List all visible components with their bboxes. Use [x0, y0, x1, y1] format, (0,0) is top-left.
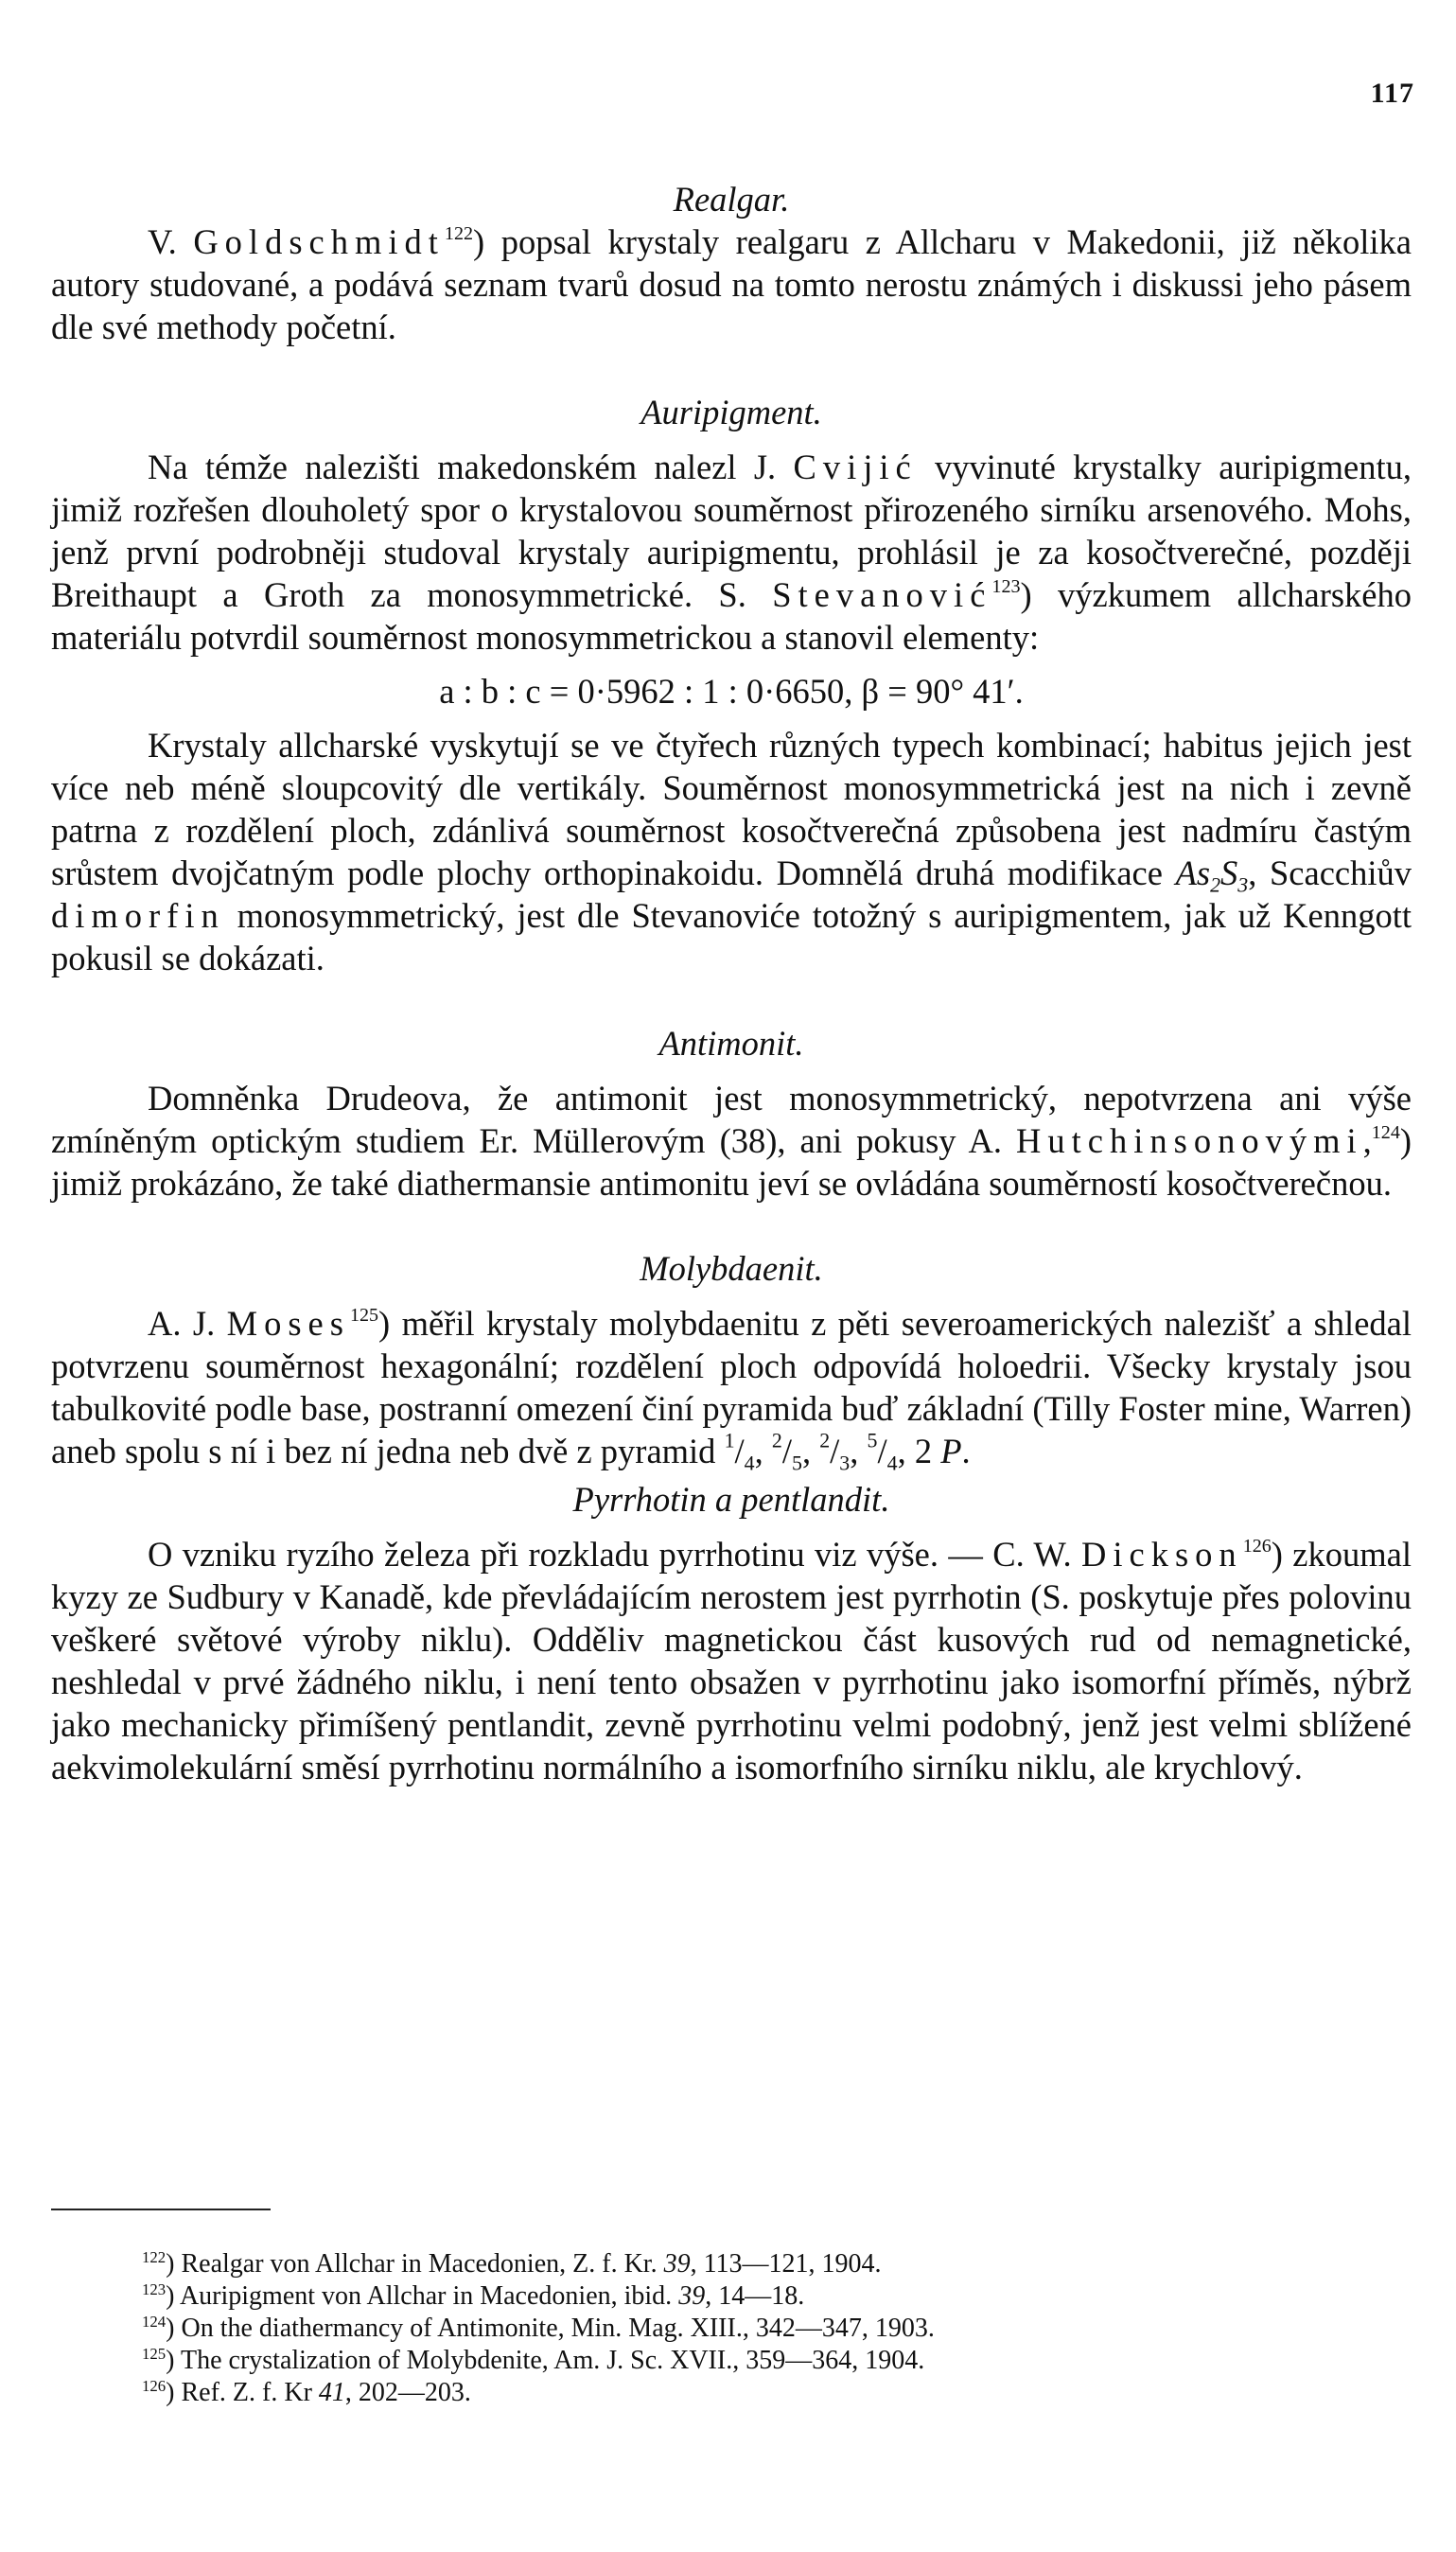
paragraph-realgar: V. Goldschmidt$^{122}$) popsal krystaly realgaru z Allcharu v Makedonii, již několika autory studované, a podává seznam tvarů dosud na tomto nerostu známých i diskussi jeho pásem dle své methody početní.	[51, 222, 1412, 346]
footnote-ref: 122	[444, 222, 473, 244]
paragraph-auripigment-1: Na témže nalezišti makedonském nalezl J. Cvijić vyvinuté krystalky auripigmentu, jimiž rozřešen dlouholetý spor o krystalovou souměrnost přirozeného sirníku arsenového. Mohs, jenž první podrobněji studoval krystaly auripigmentu, prohlásil je za kosočtverečné, později Breithaupt a Groth za monosymmetrické. S. Stevanović$^{123}$) výzkumem allcharského materiálu potvrdil souměrnost monosymmetrickou a stanovil elementy:	[51, 448, 1412, 657]
page-body	[51, 178, 1412, 1788]
footnote-ref: 124	[1371, 1121, 1400, 1143]
footnote: $^{126}$) Ref. Z. f. Kr 41, 202—203.	[142, 2376, 471, 2407]
chemical-formula: $As_2S_3$	[1175, 854, 1249, 897]
footnote-ref: 123	[991, 575, 1021, 597]
footnote: $^{124}$) On the diathermancy of Antimonite, Min. Mag. XIII., 342—347, 1903.	[142, 2312, 935, 2343]
heading-auripigment: Auripigment.	[640, 393, 822, 431]
footnote: $^{123}$) Auripigment von Allchar in Macedonien, ibid. 39, 14—18.	[142, 2279, 805, 2311]
footnote-ref: 126	[1242, 1535, 1272, 1557]
heading-molybdaenit: Molybdaenit.	[640, 1249, 823, 1288]
footnote-divider	[51, 2209, 271, 2210]
pyramid-fraction: $^5/_4$	[867, 1428, 898, 1475]
author-name: Hutchinsonovými	[1016, 1121, 1363, 1160]
footnotes	[142, 2248, 1372, 2409]
footnote-ref: 125	[349, 1304, 379, 1326]
paragraph-auripigment-2: Krystaly allcharské vyskytují se ve čtyřech různých typech kombinací; habitus jejich jest více neb méně sloupcovitý dle vertikály. Souměrnost monosymmetrická jest na nich i zevně patrna z rozdělení ploch, zdánlivá souměrnost kosočtverečná způsobena jest nadmíru častým srůstem dvojčatným podle plochy orthopinakoidu. Domnělá druhá modifikace $As_2S_3$, Scacchiův dimorfin monosymmetrický, jest dle Stevanoviće totožný s auripigmentem, jak už Kenngott pokusil se dokázati.	[51, 726, 1412, 977]
page-number: 117	[1370, 78, 1414, 109]
paragraph-pyrrhotin: O vzniku ryzího železa při rozkladu pyrrhotinu viz výše. — C. W. Dickson$^{126}$) zkoumal kyzy ze Sudbury v Kanadě, kde převládajícím nerostem jest pyrrhotin (S. poskytuje přes polovinu veškeré světové výroby niklu). Odděliv magnetickou část kusových rud od nemagnetické, neshledal v prvé žádného niklu, i není tento obsažen v pyrrhotinu jako isomorfní příměs, nýbrž jako mechanicky přimíšený pentlandit, zevně pyrrhotinu velmi podobný, jenž jest velmi sblížené aekvimolekulární směsí pyrrhotinu normálního a isomorfního sirníku niklu, ale krychlový.	[51, 1535, 1412, 1786]
pyramid-fraction: $^2/_3$	[819, 1428, 851, 1475]
author-name: Goldschmidt	[193, 222, 445, 261]
author-name: Moses	[226, 1304, 350, 1343]
author-name: Dickson	[1081, 1535, 1243, 1574]
heading-antimonit: Antimonit.	[658, 1024, 804, 1063]
pyramid-fraction: $^1/_4$	[724, 1428, 755, 1475]
crystal-elements-formula: a : b : c = 0·5962 : 1 : 0·6650, β = 90° 41′.	[439, 672, 1024, 711]
footnote: $^{125}$) The crystalization of Molybdenite, Am. J. Sc. XVII., 359—364, 1904.	[142, 2344, 925, 2375]
heading-pyrrhotin: Pyrrhotin a pentlandit.	[572, 1480, 890, 1519]
heading-realgar: Realgar.	[673, 180, 790, 219]
paragraph-antimonit: Domněnka Drudeova, že antimonit jest monosymmetrický, nepotvrzena ani výše zmíněným optickým studiem Er. Müllerovým (38), ani pokusy A. Hutchinsonovými,$^{124}$) jimiž prokázáno, že také diathermansie antimonitu jeví se ovládána souměrností kosočtverečnou.	[51, 1079, 1412, 1203]
paragraph-molybdaenit: A. J. Moses$^{125}$) měřil krystaly molybdaenitu z pěti severoamerických nalezišť a shledal potvrzenu souměrnost hexagonální; rozdělení ploch odpovídá holoedrii. Všecky krystaly jsou tabulkovité podle base, postranní omezení činí pyramida buď základní (Tilly Foster mine, Warren) aneb spolu s ní i bez ní jedna neb dvě z pyramid $^1/_4$, $^2/_5$, $^2/_3$, $^5/_4$, 2 P.	[51, 1304, 1412, 1475]
pyramid-fraction: $^2/_5$	[771, 1428, 802, 1475]
footnote: $^{122}$) Realgar von Allchar in Macedonien, Z. f. Kr. 39, 113—121, 1904.	[142, 2247, 882, 2279]
author-name: Cvijić	[793, 448, 918, 486]
pyramid-symbol: P	[940, 1432, 962, 1470]
author-name: Stevanović	[772, 575, 992, 614]
mineral-term: dimorfin	[51, 896, 225, 935]
